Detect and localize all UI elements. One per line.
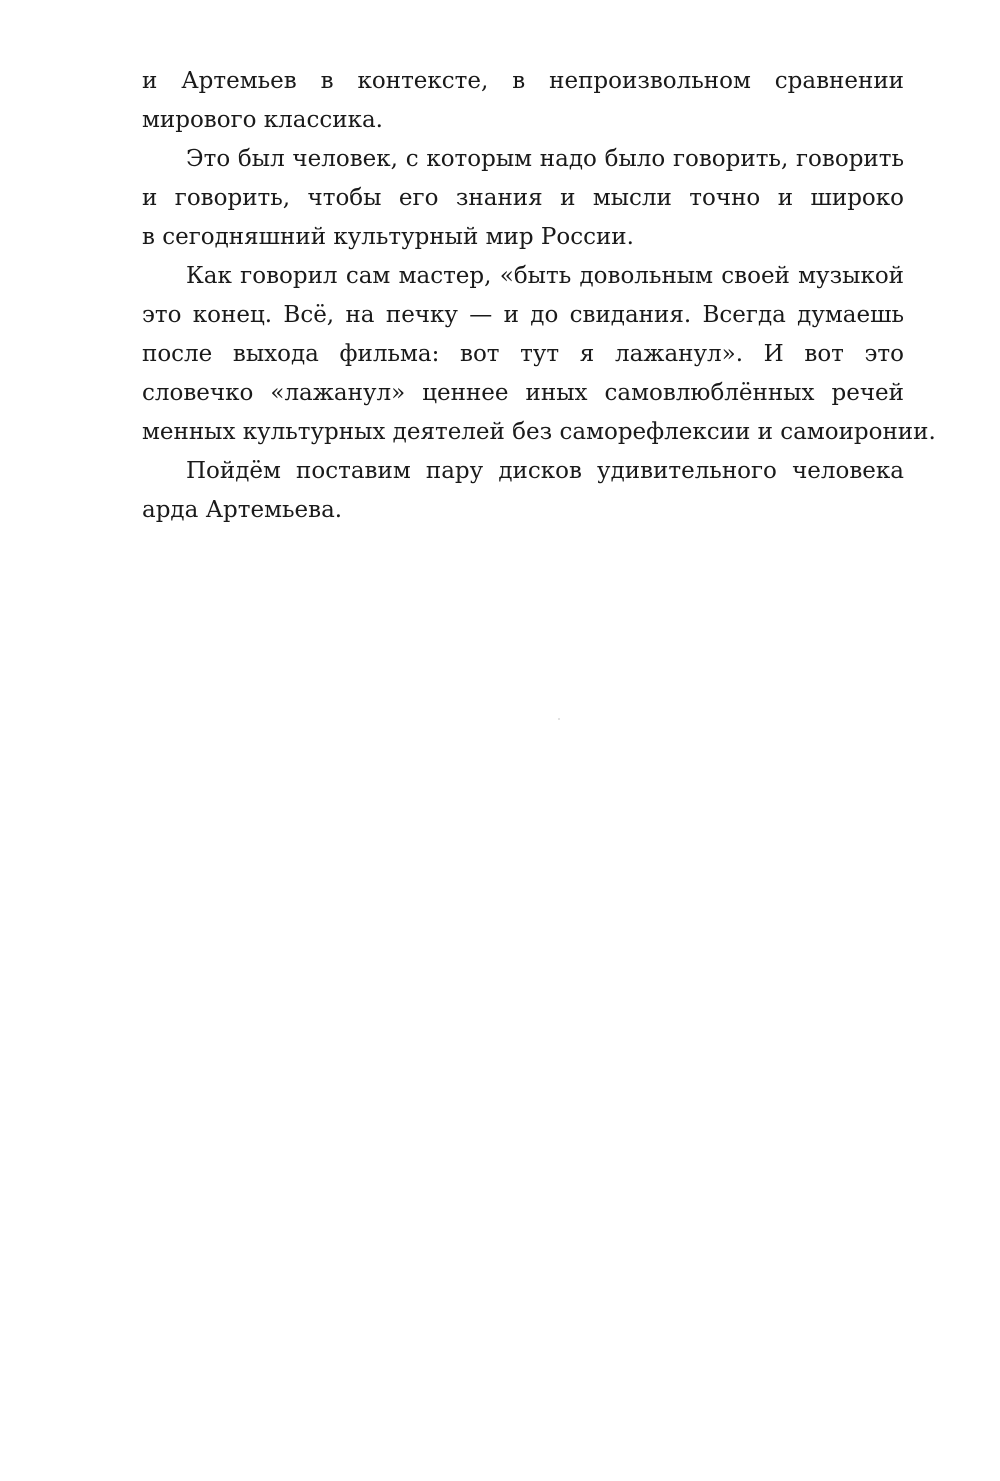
text-line: Как говорил сам мастер, «быть довольным своей музыкой: [186, 263, 904, 289]
text-line: Это был человек, с которым надо было говорить, говорить: [186, 146, 904, 172]
text-line: это конец. Всё, на печку — и до свидания. Всегда думаешь: [142, 302, 904, 328]
paragraph-1: [142, 62, 904, 140]
text-line: и говорить, чтобы его знания и мысли точно и широко: [142, 185, 904, 211]
text-line: арда Артемьева.: [142, 497, 343, 523]
paragraph-4: [142, 452, 904, 530]
text-line: Пойдём поставим пару дисков удивительного человека: [186, 458, 904, 484]
text-line: мирового классика.: [142, 107, 383, 133]
paragraph-2: [142, 140, 904, 257]
paper-speck: [558, 718, 560, 720]
paragraph-3: [142, 257, 936, 452]
text-line: в сегодняшний культурный мир России.: [142, 224, 634, 250]
text-line: после выхода фильма: вот тут я лажанул». И вот это: [142, 341, 904, 367]
body-text: [142, 62, 936, 530]
text-line: менных культурных деятелей без саморефлексии и самоиронии.: [142, 419, 936, 445]
text-line: и Артемьев в контексте, в непроизвольном сравнении: [142, 68, 904, 94]
text-line: словечко «лажанул» ценнее иных самовлюблённых речей: [142, 380, 904, 406]
